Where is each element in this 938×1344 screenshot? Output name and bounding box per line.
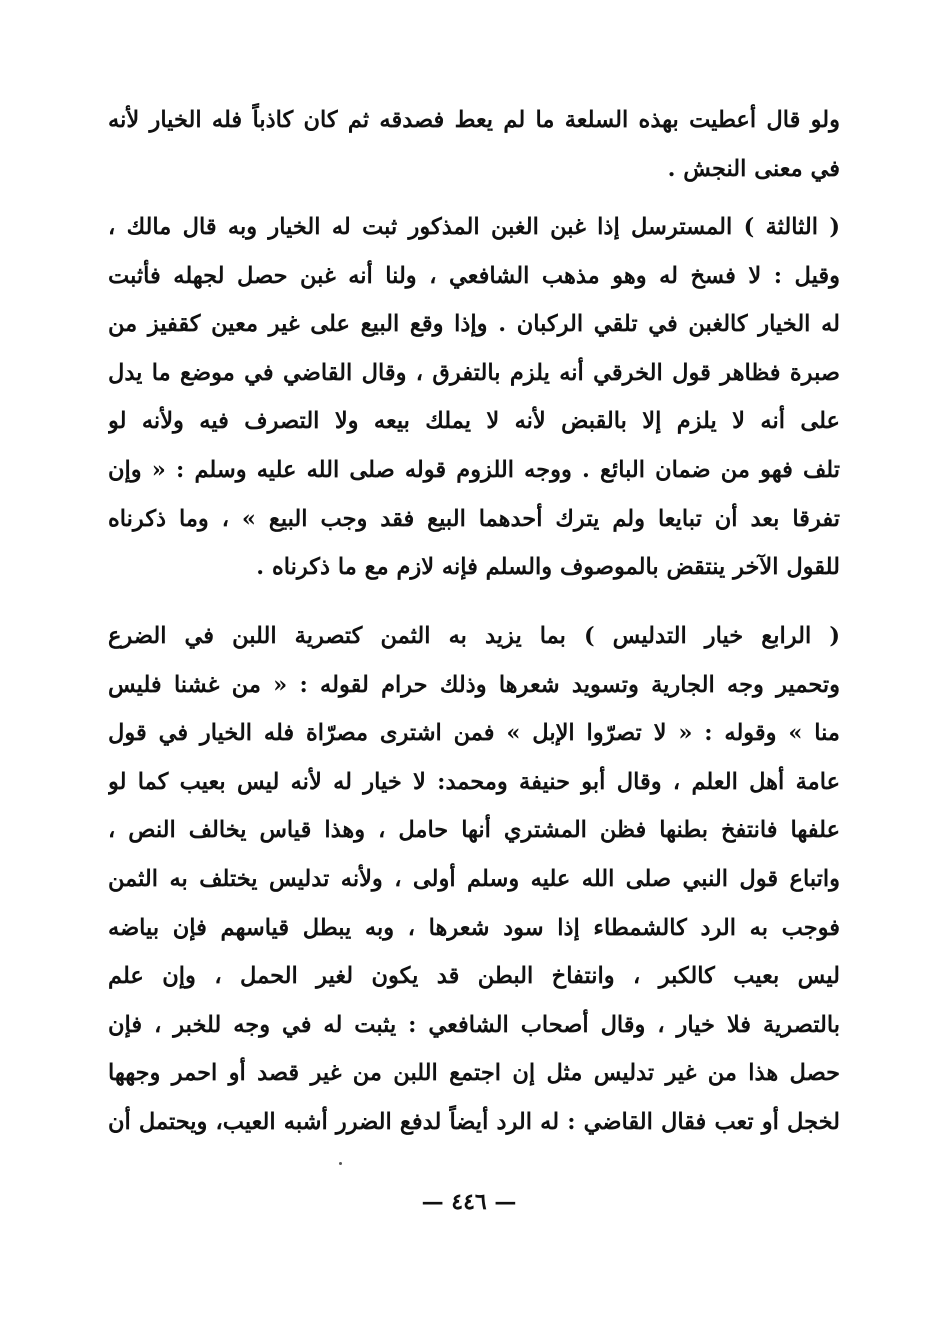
text-line: وتحمير وجه الجارية وتسويد شعرها وذلك حرام لقوله : « من غشنا فليس (108, 671, 840, 698)
text-line: في معنى النجش . (667, 155, 840, 182)
text-line: ( الثالثة ) المسترسل إذا غبن الغبن المذكور ثبت له الخيار وبه قال مالك ، (108, 214, 840, 240)
text-line: بالتصرية فلا خيار ، وقال أصحاب الشافعي : يثبت له في وجه للخبر ، فإن (108, 1011, 840, 1038)
text-line: ولو قال أعطيت بهذه السلعة ما لم يعط فصدقه ثم كان كاذباً فله الخيار لأنه (108, 107, 840, 133)
paragraph-3 (108, 612, 840, 1147)
scan-speck (339, 1162, 342, 1165)
page-number: — ٤٤٦ — (421, 1189, 517, 1215)
text-line: على أنه لا يلزم إلا بالقبض لأنه لا يملك بيعه ولا التصرف فيه ولأنه لو (108, 408, 840, 435)
text-line: حصل هذا من غير تدليس مثل إن اجتمع اللبن من غير قصد أو احمر وجهها (108, 1060, 840, 1087)
text-line: ليس بعيب كالكبر ، وانتفاخ البطن قد يكون لغير الحمل ، وإن علم (108, 963, 840, 990)
text-line: صبرة فظاهر قول الخرقي أنه يلزم بالتفرق ، وقال القاضي في موضع ما يدل (108, 359, 840, 386)
text-line: له الخيار كالغبن في تلقي الركبان . وإذا وقع البيع على غير معين كقفيز من (108, 311, 840, 338)
text-line: للقول الآخر ينتقض بالموصوف والسلم فإنه لازم مع ما ذكرناه . (256, 554, 840, 581)
text-line: منا » وقوله : « لا تصرّوا الإبل » فمن اشترى مصرّاة فله الخيار في قول (108, 720, 840, 747)
text-line: لخجل أو تعب فقال القاضي : له الرد أيضاً لدفع الضرر أشبه العيب، ويحتمل أن (108, 1108, 840, 1135)
text-line: واتباع قول النبي صلى الله عليه وسلم أولى ، ولأنه تدليس يختلف به الثمن (108, 865, 840, 892)
paragraph-2 (108, 203, 840, 592)
paragraph-1 (108, 96, 840, 193)
text-line: ( الرابع خيار التدليس ) بما يزيد به الثمن كتصرية اللبن في الضرع (108, 623, 840, 649)
text-line: تفرقا بعد أن تبايعا ولم يترك أحدهما البيع فقد وجب البيع » ، وما ذكرناه (108, 505, 840, 532)
text-line: عامة أهل العلم ، وقال أبو حنيفة ومحمد: لا خيار له لأنه ليس بعيب كما لو (108, 768, 840, 795)
text-line: فوجب به الرد كالشمطاء إذا سود شعرها ، وبه يبطل قياسهم فإن بياضه (108, 914, 840, 941)
text-line: علفها فانتفخ بطنها فظن المشتري أنها حامل ، وهذا قياس يخالف النص ، (108, 817, 840, 844)
text-line: وقيل : لا فسخ له وهو مذهب الشافعي ، ولنا أنه غبن حصل لجهله فأثبت (108, 262, 840, 289)
text-line: تلف فهو من ضمان البائع . ووجه اللزوم قوله صلى الله عليه وسلم : « وإن (108, 456, 840, 483)
